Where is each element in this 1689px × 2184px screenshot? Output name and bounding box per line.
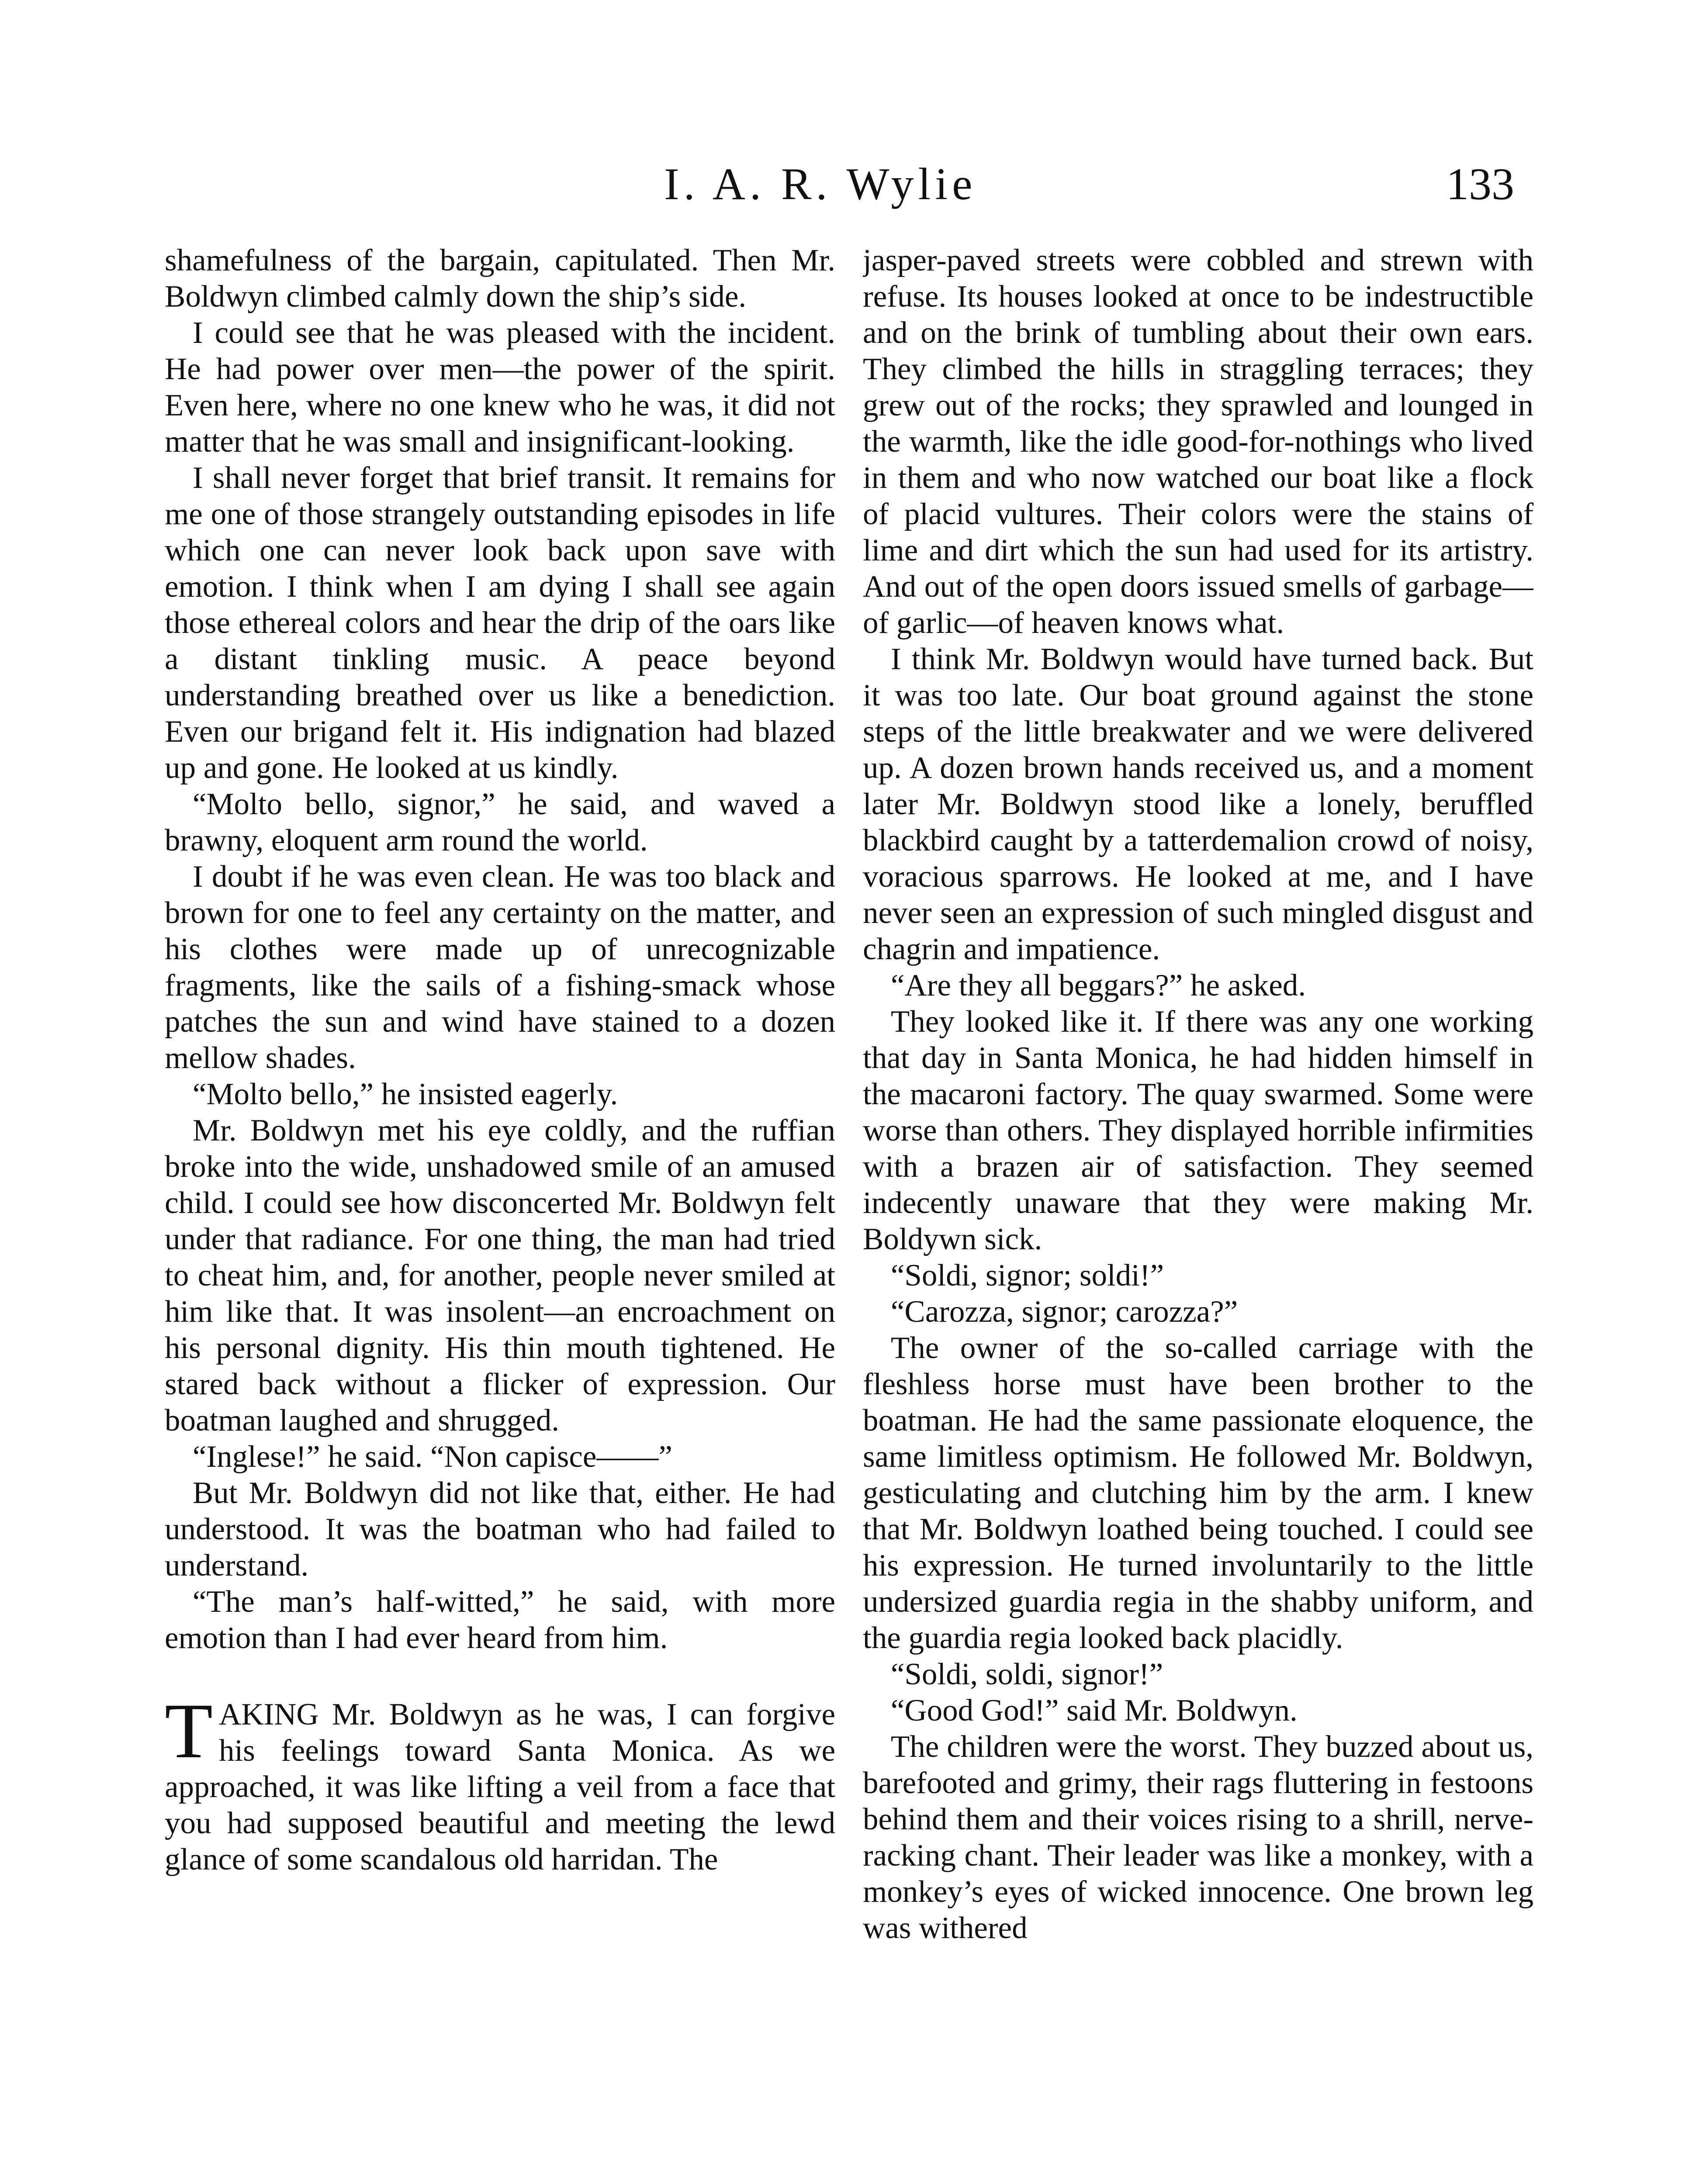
paragraph: jasper-paved streets were cobbled and strewn with refuse. Its houses looked at once to be indestructible and on the brink of tumbling about their own ears. They climbed the hills in straggling terraces; they grew out of the rocks; they sprawled and lounged in the warmth, like the idle good-for-nothings who lived in them and who now watched our boat like a flock of placid vultures. Their colors were the stains of lime and dirt which the sun had used for its artistry. And out of the open doors issued smells of garbage—of garlic—of heaven knows what.	[863, 243, 1533, 640]
paragraph: “Soldi, signor; soldi!”	[890, 1258, 1164, 1292]
paragraph: “Inglese!” he said. “Non capisce——”	[192, 1440, 672, 1474]
page-number: 133	[1446, 159, 1514, 209]
paragraph: “Are they all beggars?” he asked.	[890, 968, 1306, 1002]
paragraph: “Soldi, soldi, signor!”	[890, 1657, 1163, 1691]
paragraph: I think Mr. Boldwyn would have turned back. But it was too late. Our boat ground against the stone steps of the little breakwater and we were delivered up. A dozen brown hands received us, and a moment later Mr. Boldwyn stood like a lonely, beruffled blackbird caught by a tatterdemalion crowd of noisy, voracious sparrows. He looked at me, and I have never seen an expression of such mingled disgust and chagrin and impatience.	[863, 642, 1533, 966]
paragraph: “Carozza, signor; carozza?”	[890, 1295, 1238, 1329]
paragraph: I could see that he was pleased with the incident. He had power over men—the power of the spirit. Even here, where no one knew who he was, it did not matter that he was small and insignificant-looking.	[165, 316, 835, 459]
drop-cap: T	[165, 1687, 213, 1774]
paragraph: The owner of the so-called carriage with the fleshless horse must have been brother to the boatman. He had the same passionate eloquence, the same limitless optimism. He followed Mr. Boldwyn, gesticulating and clutching him by the arm. I knew that Mr. Boldwyn loathed being touched. I could see his expression. He turned involuntarily to the little undersized guardia regia in the shabby uniform, and the guardia regia looked back placidly.	[863, 1331, 1533, 1655]
paragraph: But Mr. Boldwyn did not like that, either. He had understood. It was the boatman who had failed to understand.	[165, 1476, 835, 1583]
running-head-author: I. A. R. Wylie	[664, 159, 977, 209]
lead-word: AKING	[218, 1697, 319, 1731]
paragraph: I shall never forget that brief transit. It remains for me one of those strangely outstanding episodes in life which one can never look back upon save with emotion. I think when I am dying I shall see again those ethereal colors and hear the drip of the oars like a distant tinkling music. A peace beyond understanding breathed over us like a benediction. Even our brigand felt it. His indignation had blazed up and gone. He looked at us kindly.	[165, 461, 835, 785]
text-column-left	[165, 242, 835, 2184]
paragraph: “Molto bello, signor,” he said, and waved a brawny, eloquent arm round the world.	[165, 787, 835, 857]
paragraph: They looked like it. If there was any one working that day in Santa Monica, he had hidden himself in the macaroni factory. The quay swarmed. Some were worse than others. They displayed horrible infirmities with a brazen air of satisfaction. They seemed indecently unaware that they were making Mr. Boldywn sick.	[863, 1005, 1533, 1256]
paragraph: “Good God!” said Mr. Boldwyn.	[890, 1693, 1298, 1728]
paragraph: Mr. Boldwyn met his eye coldly, and the ruffian broke into the wide, unshadowed smile of an amused child. I could see how disconcerted Mr. Boldwyn felt under that radiance. For one thing, the man had tried to cheat him, and, for another, people never smiled at him like that. It was insolent—an encroachment on his personal dignity. His thin mouth tightened. He stared back without a flicker of expression. Our boatman laughed and shrugged.	[165, 1113, 835, 1438]
paragraph: The children were the worst. They buzzed about us, barefooted and grimy, their rags fluttering in festoons behind them and their voices rising to a shrill, nerve-racking chant. Their leader was like a monkey, with a monkey’s eyes of wicked innocence. One brown leg was withered	[863, 1730, 1533, 1945]
page-header	[0, 153, 1689, 218]
section-opening-text: Mr. Boldwyn as he was, I can forgive his feelings toward Santa Monica. As we approached, it was like lifting a veil from a face that you had supposed beautiful and meeting the lewd glance of some scandalous old harridan. The	[165, 1697, 835, 1876]
paragraph: shamefulness of the bargain, capitulated. Then Mr. Boldwyn climbed calmly down the ship’s side.	[165, 243, 835, 314]
section-opening-paragraph	[165, 1687, 835, 1878]
paragraph: I doubt if he was even clean. He was too black and brown for one to feel any certainty on the matter, and his clothes were made up of unrecognizable fragments, like the sails of a fishing-smack whose patches the sun and wind have stained to a dozen mellow shades.	[165, 860, 835, 1075]
paragraph: “The man’s half-witted,” he said, with more emotion than I had ever heard from him.	[165, 1585, 835, 1655]
text-column-right	[863, 242, 1533, 2184]
paragraph: “Molto bello,” he insisted eagerly.	[192, 1077, 618, 1111]
